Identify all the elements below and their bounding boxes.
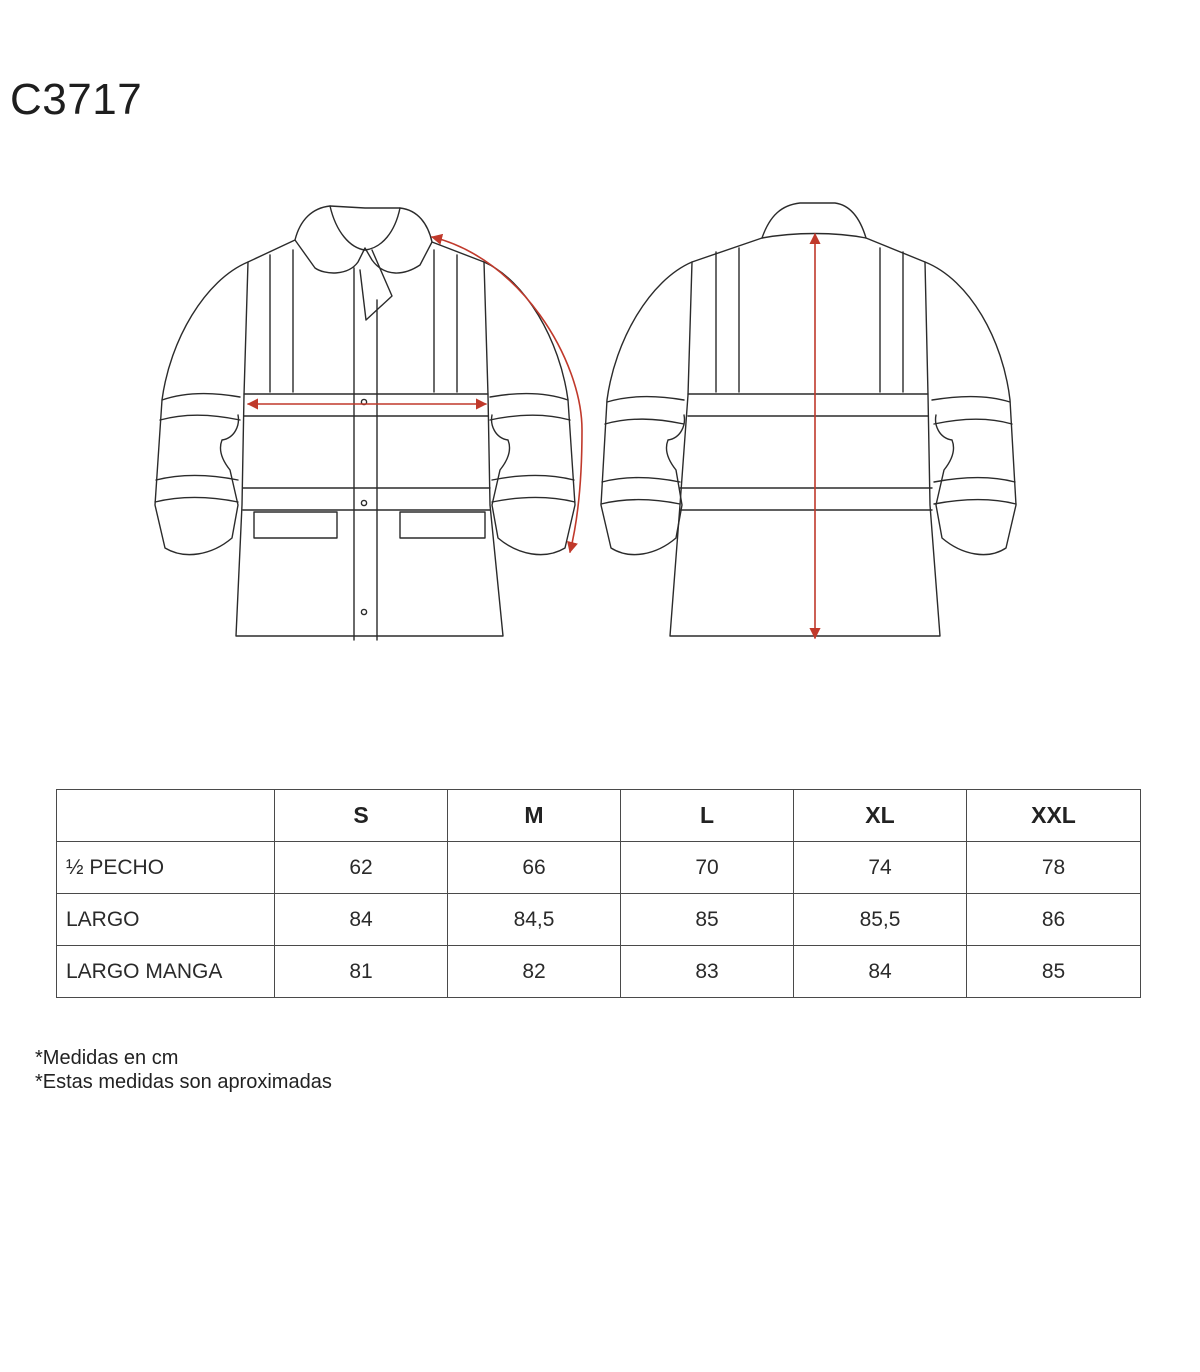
footnote-approximate: *Estas medidas son aproximadas bbox=[35, 1071, 332, 1093]
table-header-cell-size: XL bbox=[794, 790, 967, 842]
table-cell: 81 bbox=[275, 946, 448, 998]
product-code-title: C3717 bbox=[10, 75, 143, 124]
table-header-cell-size: M bbox=[448, 790, 621, 842]
table-header-cell-empty bbox=[57, 790, 275, 842]
size-chart-table bbox=[56, 789, 1141, 998]
table-cell: 66 bbox=[448, 842, 621, 894]
table-cell: 78 bbox=[967, 842, 1141, 894]
footnotes bbox=[35, 1046, 332, 1094]
table-cell: 86 bbox=[967, 894, 1141, 946]
table-header-cell-size: L bbox=[621, 790, 794, 842]
table-header-cell-size: XXL bbox=[967, 790, 1141, 842]
table-cell: 85 bbox=[621, 894, 794, 946]
table-row bbox=[57, 946, 1141, 998]
table-row bbox=[57, 842, 1141, 894]
table-cell: 85,5 bbox=[794, 894, 967, 946]
row-label: LARGO bbox=[57, 894, 275, 946]
table-header-row bbox=[57, 790, 1141, 842]
row-label: ½ PECHO bbox=[57, 842, 275, 894]
table-cell: 84 bbox=[794, 946, 967, 998]
table-cell: 84,5 bbox=[448, 894, 621, 946]
table-cell: 70 bbox=[621, 842, 794, 894]
footnote-units: *Medidas en cm bbox=[35, 1047, 179, 1069]
table-cell: 84 bbox=[275, 894, 448, 946]
table-cell: 74 bbox=[794, 842, 967, 894]
table-row bbox=[57, 894, 1141, 946]
row-label: LARGO MANGA bbox=[57, 946, 275, 998]
table-cell: 85 bbox=[967, 946, 1141, 998]
table-cell: 82 bbox=[448, 946, 621, 998]
table-cell: 83 bbox=[621, 946, 794, 998]
table-header-cell-size: S bbox=[275, 790, 448, 842]
jacket-back-drawing bbox=[601, 203, 1016, 636]
jacket-front-drawing bbox=[155, 206, 575, 640]
table-cell: 62 bbox=[275, 842, 448, 894]
